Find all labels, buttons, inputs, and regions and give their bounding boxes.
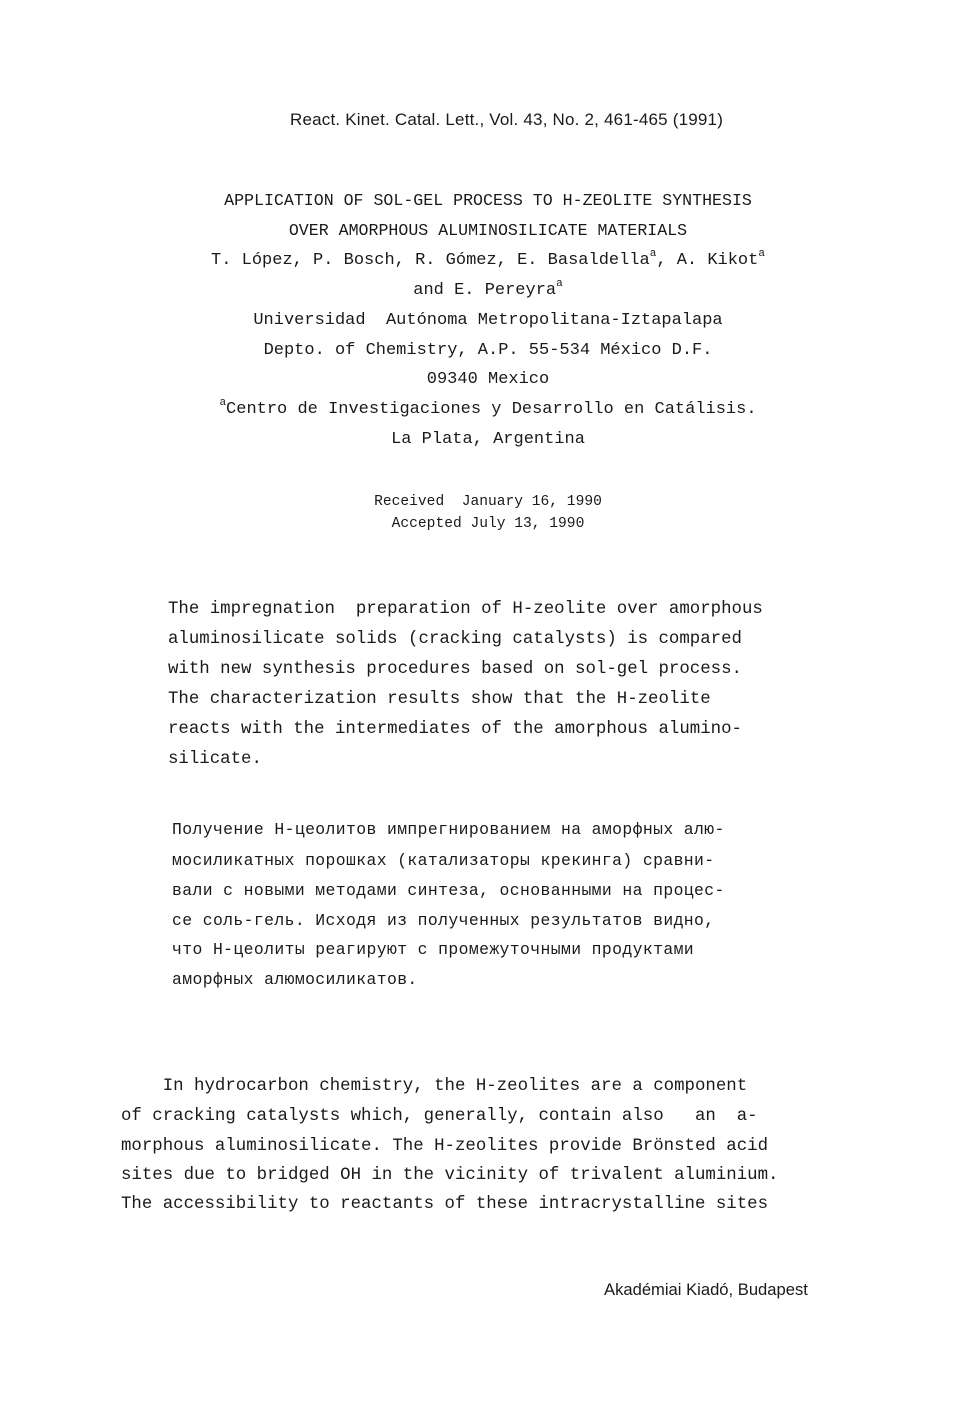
affiliation-mark: a <box>758 248 765 260</box>
affiliation-mark: a <box>649 248 657 260</box>
affiliation-line-2: Depto. of Chemistry, A.P. 55-534 México D.F. <box>263 341 713 360</box>
affiliation-line-1: Universidad Autónoma Metropolitana-Iztapalapa <box>253 311 723 330</box>
abstract-en-line: The characterization results show that the H-zeolite <box>168 690 711 709</box>
abstract-ru-line: Получение Н-цеолитов импрегнированием на аморфных алю- <box>172 820 725 839</box>
body-line: morphous aluminosilicate. The H-zeolites provide Brönsted acid <box>121 1137 769 1156</box>
authors-line-1 <box>0 248 976 270</box>
body-line: In hydrocarbon chemistry, the H-zeolites are a component <box>121 1077 748 1096</box>
authors-names-last: and E. Pereyra <box>413 281 557 300</box>
paper-title-line-1: APPLICATION OF SOL-GEL PROCESS TO H-ZEOLITE SYNTHESIS <box>224 191 752 210</box>
journal-reference: React. Kinet. Catal. Lett., Vol. 43, No. 2, 461-465 (1991) <box>290 110 724 129</box>
abstract-ru-line: вали с новыми методами синтеза, основанными на процес- <box>172 881 725 900</box>
abstract-en-line: silicate. <box>168 750 262 769</box>
authors-names-cont: , A. Kikot <box>656 251 759 270</box>
abstract-en-line: with new synthesis procedures based on sol-gel process. <box>168 660 742 679</box>
abstract-ru-line: аморфных алюмосиликатов. <box>172 970 418 989</box>
affiliation-mark: a <box>556 278 563 290</box>
body-line: The accessibility to reactants of these intracrystalline sites <box>121 1195 769 1214</box>
accepted-date: Accepted July 13, 1990 <box>391 516 585 532</box>
received-date: Received January 16, 1990 <box>374 494 602 510</box>
abstract-ru-line: что Н-цеолиты реагируют с промежуточными продуктами <box>172 940 695 959</box>
abstract-en-line: reacts with the intermediates of the amorphous alumino- <box>168 720 742 739</box>
affiliation-mark: a <box>219 397 227 409</box>
authors-names: T. López, P. Bosch, R. Gómez, E. Basaldella <box>211 251 650 270</box>
publisher-footer: Akadémiai Kiadó, Budapest <box>604 1280 808 1299</box>
paper-title-line-2: OVER AMORPHOUS ALUMINOSILICATE MATERIALS <box>288 221 688 240</box>
abstract-en-line: The impregnation preparation of H-zeolite over amorphous <box>168 600 763 619</box>
affiliation-name-2: Centro de Investigaciones y Desarrollo en Catálisis. <box>226 400 757 419</box>
abstract-ru-line: се соль-гель. Исходя из полученных результатов видно, <box>172 911 715 930</box>
abstract-ru-line: мосиликатных порошках (катализаторы крекинга) сравни- <box>172 851 715 870</box>
body-line: of cracking catalysts which, generally, contain also an a- <box>121 1107 758 1126</box>
abstract-en-line: aluminosilicate solids (cracking catalysts) is compared <box>168 630 742 649</box>
body-line: sites due to bridged OH in the vicinity of trivalent aluminium. <box>121 1166 779 1185</box>
affiliation-line-3: 09340 Mexico <box>426 370 550 389</box>
authors-line-2 <box>0 278 976 300</box>
affiliation-line-4 <box>0 397 976 419</box>
affiliation-line-5: La Plata, Argentina <box>391 430 585 449</box>
